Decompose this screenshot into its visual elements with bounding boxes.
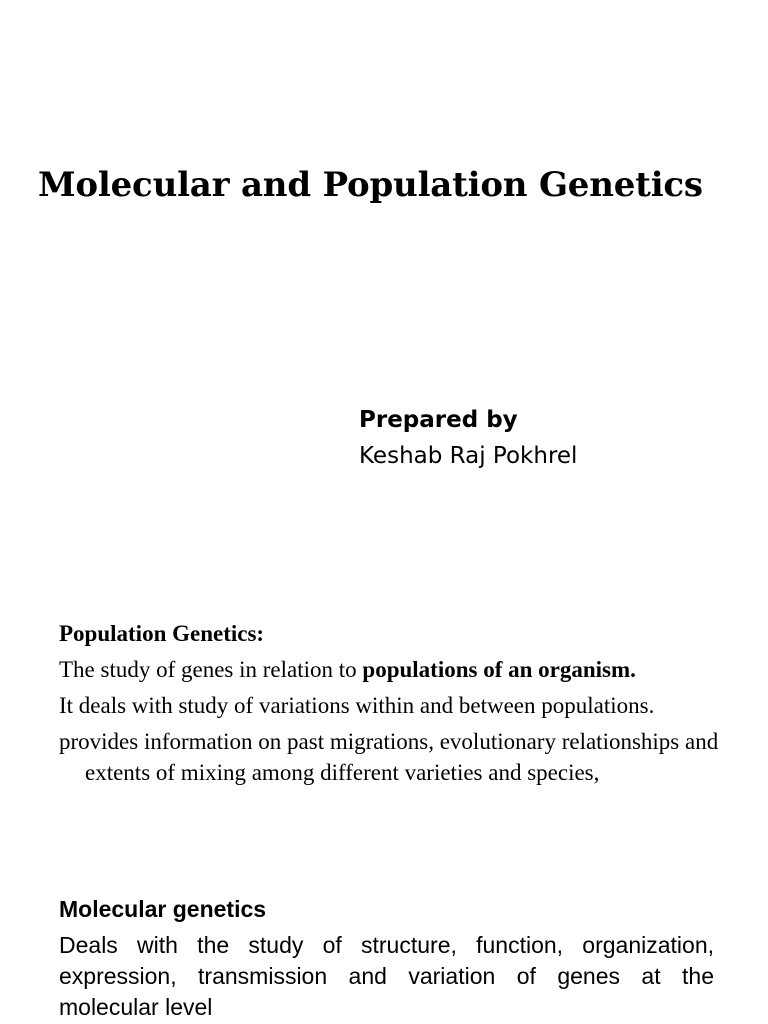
population-genetics-migrations: provides information on past migrations, evolutionary relationships and extents of mixing among different varieties and species, [59, 729, 719, 785]
definition-emphasis: populations of an organism. [362, 657, 636, 682]
molecular-genetics-body: Deals with the study of structure, function, organization, expression, transmission and variation of genes at the molecular level [59, 932, 714, 1020]
population-genetics-section [59, 618, 739, 793]
population-genetics-heading: Population Genetics: [59, 621, 265, 646]
definition-text: The study of genes in relation to [59, 657, 363, 682]
author-block [359, 402, 577, 474]
author-name: Keshab Raj Pokhrel [359, 443, 578, 469]
author-label: Prepared by [359, 407, 518, 433]
molecular-genetics-section [59, 894, 714, 1023]
population-genetics-definition [59, 654, 739, 685]
population-genetics-variations: It deals with study of variations within and between populations. [59, 693, 655, 718]
molecular-genetics-heading: Molecular genetics [59, 896, 267, 922]
page-title: Molecular and Population Genetics [38, 165, 703, 205]
